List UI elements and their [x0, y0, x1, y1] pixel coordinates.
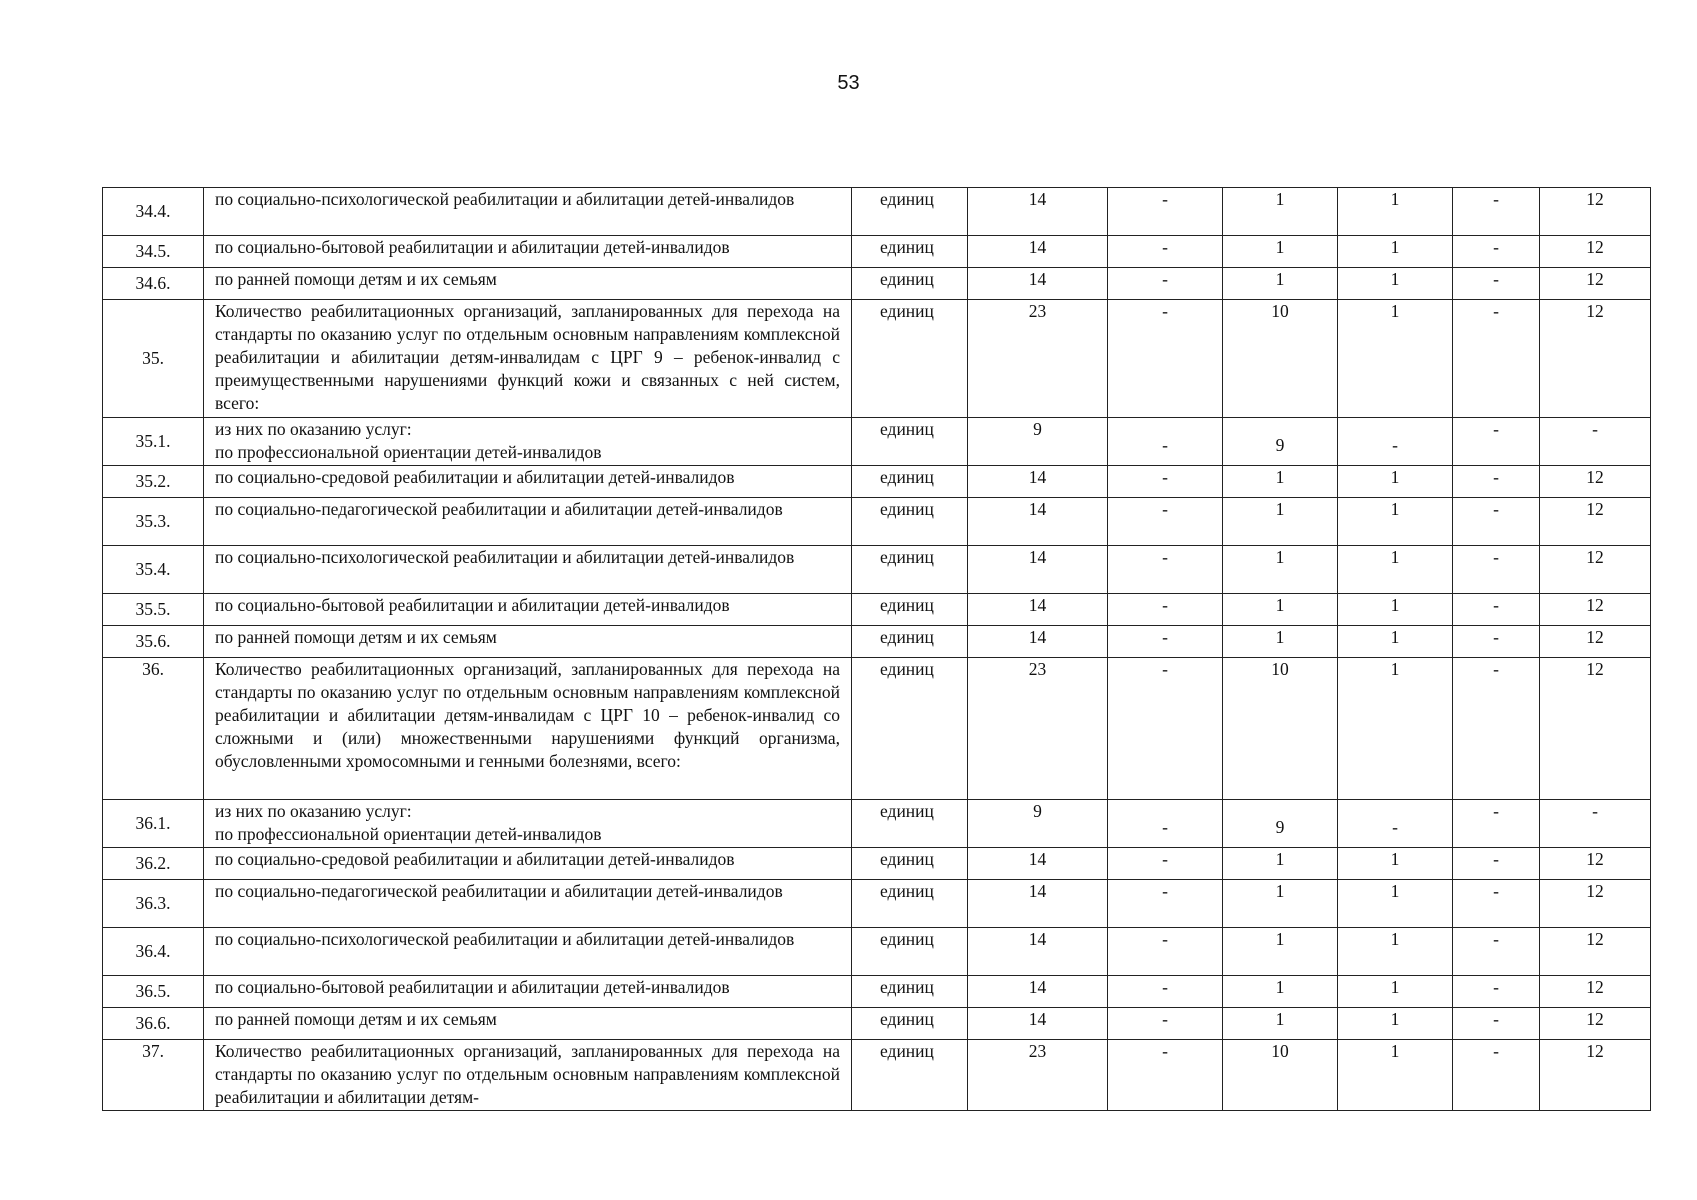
row-number: 36.1.: [103, 800, 204, 848]
row-value-6: 12: [1540, 1008, 1651, 1040]
row-value-5: -: [1453, 1040, 1540, 1111]
row-value-1: 14: [968, 188, 1108, 236]
table-row: [103, 626, 1651, 658]
table-row: [103, 1008, 1651, 1040]
row-number: 36.: [103, 658, 204, 800]
row-value-6: 12: [1540, 1040, 1651, 1111]
row-value-6: -: [1540, 418, 1651, 466]
row-value-4: -: [1338, 418, 1453, 466]
table-row: [103, 188, 1651, 236]
description-line-2: по профессиональной ориентации детей-инвалидов: [215, 442, 602, 462]
row-value-3: 1: [1223, 976, 1338, 1008]
row-value-5: -: [1453, 418, 1540, 466]
row-value-6: 12: [1540, 848, 1651, 880]
row-value-1: 14: [968, 498, 1108, 546]
row-value-4: 1: [1338, 658, 1453, 800]
table-row: [103, 236, 1651, 268]
row-description: по социально-психологической реабилитации и абилитации детей-инвалидов: [204, 928, 852, 976]
row-value-3: 1: [1223, 880, 1338, 928]
description-line-2: по профессиональной ориентации детей-инвалидов: [215, 824, 602, 844]
row-description: Количество реабилитационных организаций, запланированных для перехода на стандарты по оказанию услуг по отдельным основным направлениям комплексной реабилитации и абилитации детям-инвалидам с ЦРГ 9 – ребенок-инвалид с преимущественными нарушениями функций кожи и связанных с ней систем, всего:: [204, 300, 852, 418]
row-value-5: -: [1453, 658, 1540, 800]
table-row: [103, 268, 1651, 300]
row-value-1: 14: [968, 880, 1108, 928]
row-value-4: 1: [1338, 498, 1453, 546]
row-value-1: 14: [968, 466, 1108, 498]
description-line-1: из них по оказанию услуг:: [215, 801, 412, 821]
row-number: 34.4.: [103, 188, 204, 236]
row-description: по социально-бытовой реабилитации и абилитации детей-инвалидов: [204, 236, 852, 268]
row-unit: единиц: [852, 594, 968, 626]
row-unit: единиц: [852, 658, 968, 800]
table-row: [103, 418, 1651, 466]
row-value-2: -: [1108, 880, 1223, 928]
row-value-4: 1: [1338, 268, 1453, 300]
row-value-1: 23: [968, 658, 1108, 800]
row-number: 35.: [103, 300, 204, 418]
row-description: [204, 800, 852, 848]
row-value-6: 12: [1540, 928, 1651, 976]
data-table: [102, 187, 1651, 1111]
row-unit: единиц: [852, 1008, 968, 1040]
row-description: по ранней помощи детям и их семьям: [204, 626, 852, 658]
row-value-1: 9: [968, 418, 1108, 466]
row-description: по социально-средовой реабилитации и абилитации детей-инвалидов: [204, 466, 852, 498]
row-unit: единиц: [852, 848, 968, 880]
row-number: 36.6.: [103, 1008, 204, 1040]
row-value-3: 1: [1223, 236, 1338, 268]
row-value-1: 14: [968, 928, 1108, 976]
row-value-5: -: [1453, 976, 1540, 1008]
row-value-6: 12: [1540, 300, 1651, 418]
table-row: [103, 466, 1651, 498]
row-value-6: 12: [1540, 466, 1651, 498]
row-value-3: 10: [1223, 300, 1338, 418]
row-value-6: 12: [1540, 236, 1651, 268]
row-unit: единиц: [852, 1040, 968, 1111]
row-value-6: -: [1540, 800, 1651, 848]
row-unit: единиц: [852, 800, 968, 848]
row-unit: единиц: [852, 236, 968, 268]
row-value-2: -: [1108, 1040, 1223, 1111]
row-description: по социально-психологической реабилитации и абилитации детей-инвалидов: [204, 188, 852, 236]
row-number: 34.5.: [103, 236, 204, 268]
row-description: по социально-педагогической реабилитации и абилитации детей-инвалидов: [204, 880, 852, 928]
row-value-5: -: [1453, 498, 1540, 546]
row-value-2: -: [1108, 418, 1223, 466]
row-value-6: 12: [1540, 594, 1651, 626]
row-number: 37.: [103, 1040, 204, 1111]
row-value-3: 1: [1223, 268, 1338, 300]
row-value-4: 1: [1338, 626, 1453, 658]
row-value-4: 1: [1338, 880, 1453, 928]
row-value-3: 1: [1223, 848, 1338, 880]
row-value-2: -: [1108, 594, 1223, 626]
row-value-6: 12: [1540, 626, 1651, 658]
page-number: 53: [837, 72, 860, 94]
row-value-1: 14: [968, 594, 1108, 626]
row-value-1: 23: [968, 1040, 1108, 1111]
row-value-3: 1: [1223, 498, 1338, 546]
row-value-5: -: [1453, 236, 1540, 268]
row-unit: единиц: [852, 976, 968, 1008]
row-unit: единиц: [852, 498, 968, 546]
row-value-4: 1: [1338, 300, 1453, 418]
row-value-3: 1: [1223, 928, 1338, 976]
row-description: Количество реабилитационных организаций, запланированных для перехода на стандарты по оказанию услуг по отдельным основным направлениям комплексной реабилитации и абилитации детям-: [204, 1040, 852, 1111]
row-value-4: 1: [1338, 466, 1453, 498]
table-row: [103, 976, 1651, 1008]
row-value-3: 1: [1223, 188, 1338, 236]
row-description: [204, 418, 852, 466]
row-value-2: -: [1108, 848, 1223, 880]
row-value-5: -: [1453, 300, 1540, 418]
row-number: 35.6.: [103, 626, 204, 658]
row-number: 36.2.: [103, 848, 204, 880]
table-row: [103, 658, 1651, 800]
description-line-1: из них по оказанию услуг:: [215, 419, 412, 439]
row-value-1: 14: [968, 236, 1108, 268]
row-value-4: 1: [1338, 594, 1453, 626]
table-row: [103, 848, 1651, 880]
row-unit: единиц: [852, 928, 968, 976]
row-value-3: 10: [1223, 658, 1338, 800]
row-number: 36.3.: [103, 880, 204, 928]
row-value-6: 12: [1540, 976, 1651, 1008]
row-value-4: 1: [1338, 236, 1453, 268]
row-value-3: 9: [1223, 800, 1338, 848]
row-value-6: 12: [1540, 880, 1651, 928]
row-value-4: 1: [1338, 1008, 1453, 1040]
row-unit: единиц: [852, 626, 968, 658]
row-value-2: -: [1108, 928, 1223, 976]
row-description: по социально-педагогической реабилитации и абилитации детей-инвалидов: [204, 498, 852, 546]
row-value-2: -: [1108, 236, 1223, 268]
row-number: 35.4.: [103, 546, 204, 594]
row-value-2: -: [1108, 466, 1223, 498]
row-value-5: -: [1453, 848, 1540, 880]
row-value-2: -: [1108, 546, 1223, 594]
row-value-2: -: [1108, 300, 1223, 418]
row-value-5: -: [1453, 626, 1540, 658]
table-row: [103, 928, 1651, 976]
row-value-6: 12: [1540, 658, 1651, 800]
table-row: [103, 800, 1651, 848]
table-row: [103, 1040, 1651, 1111]
row-value-2: -: [1108, 268, 1223, 300]
row-value-2: -: [1108, 626, 1223, 658]
row-value-5: -: [1453, 268, 1540, 300]
row-unit: единиц: [852, 880, 968, 928]
row-number: 35.3.: [103, 498, 204, 546]
row-unit: единиц: [852, 546, 968, 594]
row-value-5: -: [1453, 1008, 1540, 1040]
row-value-1: 14: [968, 626, 1108, 658]
row-value-1: 23: [968, 300, 1108, 418]
row-description: по социально-бытовой реабилитации и абилитации детей-инвалидов: [204, 976, 852, 1008]
table-row: [103, 880, 1651, 928]
row-value-5: -: [1453, 188, 1540, 236]
row-description: по социально-психологической реабилитации и абилитации детей-инвалидов: [204, 546, 852, 594]
row-unit: единиц: [852, 418, 968, 466]
row-value-6: 12: [1540, 546, 1651, 594]
row-value-4: 1: [1338, 928, 1453, 976]
row-description: по социально-средовой реабилитации и абилитации детей-инвалидов: [204, 848, 852, 880]
row-value-1: 14: [968, 268, 1108, 300]
row-description: по социально-бытовой реабилитации и абилитации детей-инвалидов: [204, 594, 852, 626]
row-value-1: 14: [968, 976, 1108, 1008]
row-description: Количество реабилитационных организаций, запланированных для перехода на стандарты по оказанию услуг по отдельным основным направлениям комплексной реабилитации и абилитации детям-инвалидам с ЦРГ 10 – ребенок-инвалид со сложными и (или) множественными нарушениями функций организма, обусловленными хромосомными и генными болезнями, всего:: [204, 658, 852, 800]
row-unit: единиц: [852, 466, 968, 498]
row-value-2: -: [1108, 800, 1223, 848]
row-description: по ранней помощи детям и их семьям: [204, 1008, 852, 1040]
row-value-6: 12: [1540, 498, 1651, 546]
row-value-3: 10: [1223, 1040, 1338, 1111]
row-number: 35.5.: [103, 594, 204, 626]
row-value-2: -: [1108, 658, 1223, 800]
row-value-1: 14: [968, 546, 1108, 594]
row-value-5: -: [1453, 546, 1540, 594]
row-number: 36.4.: [103, 928, 204, 976]
row-value-1: 14: [968, 848, 1108, 880]
row-value-2: -: [1108, 498, 1223, 546]
row-value-6: 12: [1540, 188, 1651, 236]
row-value-5: -: [1453, 466, 1540, 498]
row-value-4: 1: [1338, 976, 1453, 1008]
table-row: [103, 300, 1651, 418]
row-value-4: 1: [1338, 546, 1453, 594]
row-value-5: -: [1453, 800, 1540, 848]
row-value-3: 1: [1223, 626, 1338, 658]
row-value-5: -: [1453, 928, 1540, 976]
row-value-2: -: [1108, 1008, 1223, 1040]
row-value-4: 1: [1338, 848, 1453, 880]
table-row: [103, 546, 1651, 594]
row-value-5: -: [1453, 880, 1540, 928]
table-row: [103, 498, 1651, 546]
row-value-5: -: [1453, 594, 1540, 626]
row-unit: единиц: [852, 268, 968, 300]
row-value-3: 1: [1223, 466, 1338, 498]
row-value-2: -: [1108, 976, 1223, 1008]
row-unit: единиц: [852, 300, 968, 418]
row-value-3: 1: [1223, 1008, 1338, 1040]
row-value-1: 14: [968, 1008, 1108, 1040]
row-value-6: 12: [1540, 268, 1651, 300]
table-row: [103, 594, 1651, 626]
row-value-4: -: [1338, 800, 1453, 848]
row-value-2: -: [1108, 188, 1223, 236]
row-value-3: 1: [1223, 546, 1338, 594]
row-number: 34.6.: [103, 268, 204, 300]
row-unit: единиц: [852, 188, 968, 236]
row-number: 35.2.: [103, 466, 204, 498]
row-number: 35.1.: [103, 418, 204, 466]
row-value-4: 1: [1338, 1040, 1453, 1111]
row-value-3: 1: [1223, 594, 1338, 626]
row-value-3: 9: [1223, 418, 1338, 466]
row-value-1: 9: [968, 800, 1108, 848]
row-value-4: 1: [1338, 188, 1453, 236]
row-number: 36.5.: [103, 976, 204, 1008]
row-description: по ранней помощи детям и их семьям: [204, 268, 852, 300]
